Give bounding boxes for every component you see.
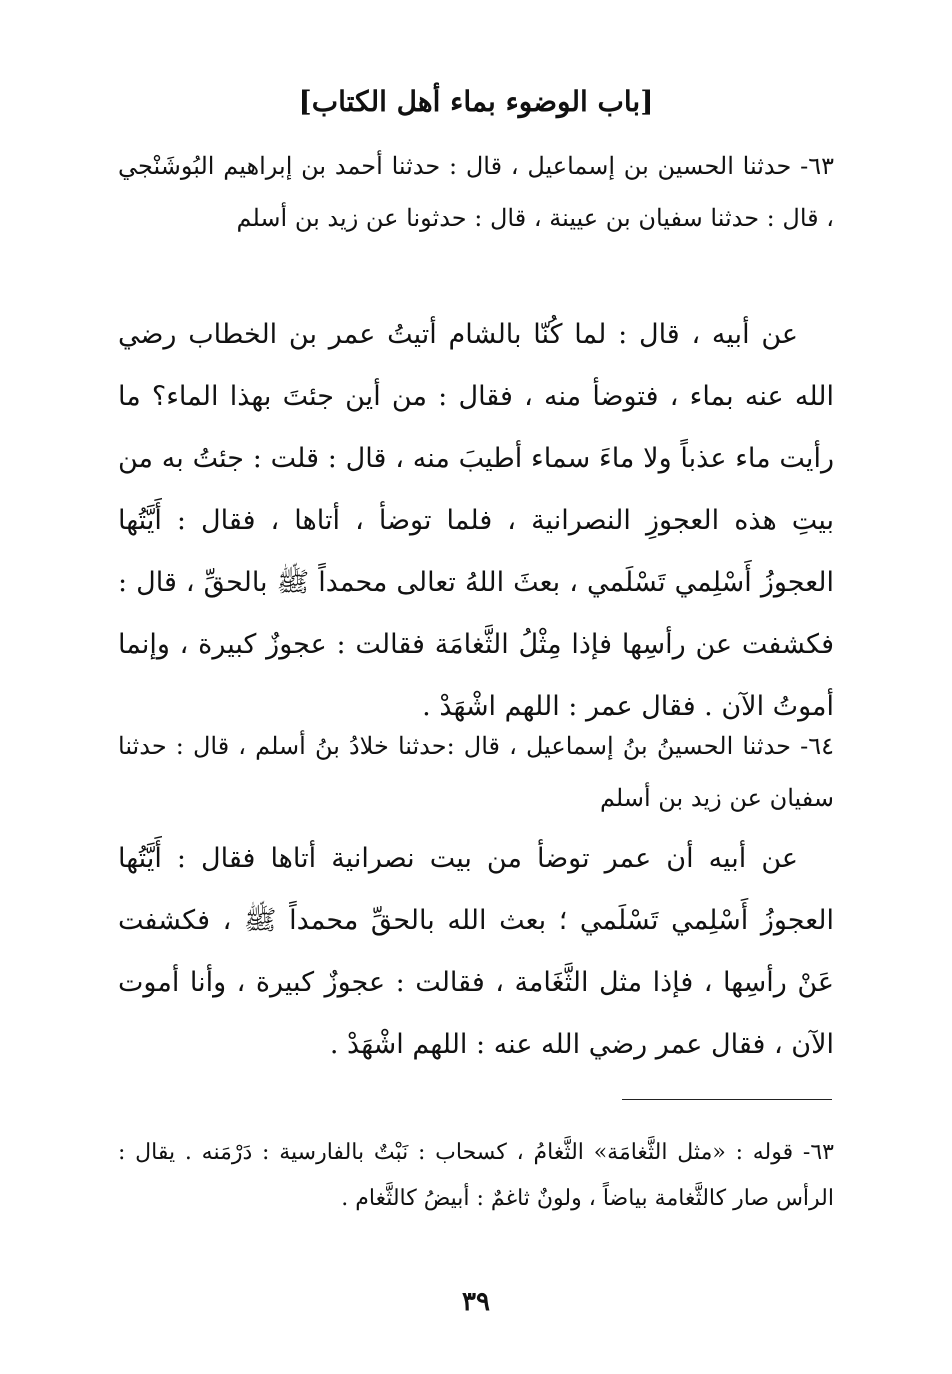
- footnote-63: ٦٣- قوله : «مثل الثَّغامَة» الثَّغامُ ، كسحاب : نَبْتٌ بالفارسية : دَرْمَنه . يقال : الرأس صار كالثَّغامة بياضاً ، ولونٌ ثاغمٌ : أبيضُ كالثَّغام .: [118, 1140, 834, 1211]
- footnote-separator: [622, 1099, 832, 1100]
- hadith-63-isnad: ٦٣- حدثنا الحسين بن إسماعيل ، قال : حدثنا أحمد بن إبراهيم البُوشَنْجي ، قال : حدثنا سفيان بن عيينة ، قال : حدثونا عن زيد بن أسلم: [118, 152, 834, 232]
- hadith-64-matn: عن أبيه أن عمر توضأ من بيت نصرانية أتاها فقال : أَيَّتُها العجوزُ أَسْلِمي تَسْلَمي ؛ بعث الله بالحقِّ محمداً ﷺ ، فكشفت عَنْ رأسِها ، فإذا مثل الثَّغَامة ، فقالت : عجوزٌ كبيرة ، وأنا أموت الآن ، فقال عمر رضي الله عنه : اللهم اشْهَدْ .: [118, 843, 834, 1060]
- hadith-63-matn: عن أبيه ، قال : لما كُنّا بالشام أتيتُ عمر بن الخطاب رضي الله عنه بماء ، فتوضأ منه ، فقال : من أين جئتَ بهذا الماء؟ ما رأيت ماء عذباً ولا ماءَ سماء أطيبَ منه ، قال : قلت : جئتُ به من بيتِ هذه العجوزِ النصرانية ، فلما توضأ ، أتاها ، فقال : أَيَّتُها العجوزُ أَسْلِمي تَسْلَمي ، بعثَ اللهُ تعالى محمداً ﷺ بالحقِّ ، قال : فكشفت عن رأسِها فإذا مِثْلُ الثَّغامَة فقالت : عجوزٌ كبيرة ، وإنما أموتُ الآن . فقال عمر : اللهم اشْهَدْ .: [118, 319, 834, 722]
- hadith-64-isnad: ٦٤- حدثنا الحسينُ بنُ إسماعيل ، قال :حدثنا خلادُ بنُ أسلم ، قال : حدثنا سفيان عن زيد بن أسلم: [118, 732, 834, 812]
- chapter-title: [باب الوضوء بماء أهل الكتاب]: [298, 85, 654, 118]
- page-number: ٣٩: [462, 1287, 490, 1317]
